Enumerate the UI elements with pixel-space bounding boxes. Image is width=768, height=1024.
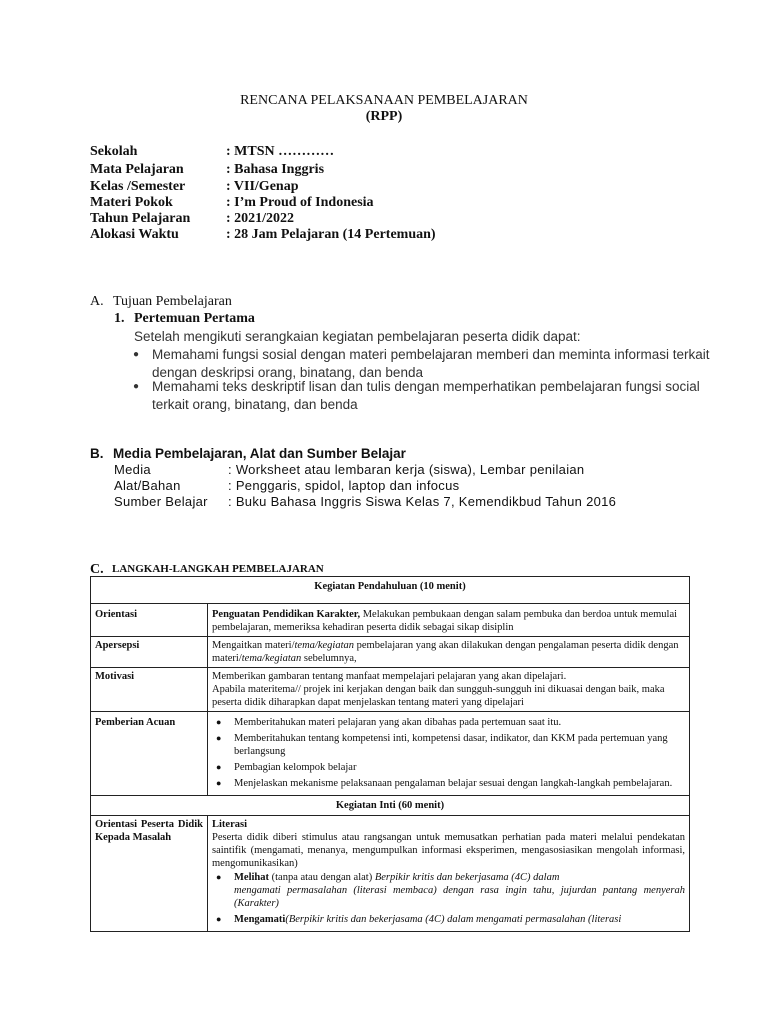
- identity-label: Alokasi Waktu: [90, 227, 179, 242]
- apersepsi-cell: [208, 637, 690, 668]
- bullet-dot-icon: ●: [216, 733, 222, 743]
- orientasi-peserta-cell: [208, 816, 690, 932]
- section-a-bullet: [133, 346, 710, 381]
- orientasi-label: Orientasi: [91, 604, 208, 637]
- acuan-item-text: Memberitahukan tentang kompetensi inti, kompetensi dasar, indikator, dan KKM pada pertemuan yang berlangsung: [234, 733, 668, 757]
- media-label: Sumber Belajar: [114, 494, 208, 509]
- bullet-dot-icon: ●: [216, 762, 222, 772]
- acuan-item-text: Pembagian kelompok belajar: [234, 762, 357, 773]
- list-item: [212, 761, 685, 774]
- identity-label: Mata Pelajaran: [90, 162, 184, 177]
- apersepsi-text: Mengaitkan materi/: [212, 640, 295, 651]
- motivasi-line: Apabila materitema// projek ini kerjakan dengan baik dan sungguh-sungguh ini dikuasai dengan baik, maka peserta didik diharapkan dapat menjelaskan tentang materi yang dipelajari: [212, 684, 665, 708]
- melihat-italic: Berpikir kritis dan bekerjasama (4C) dalam: [374, 872, 560, 883]
- list-item: [212, 732, 685, 758]
- section-b-heading: [90, 446, 406, 461]
- orientasi-cell: [208, 604, 690, 637]
- section-a-marker: A.: [90, 294, 104, 309]
- bullet-dot-icon: ●: [216, 872, 222, 882]
- section-c-marker: C.: [90, 562, 104, 577]
- table-row: [91, 604, 690, 637]
- document-subtitle: (RPP): [365, 109, 403, 124]
- mengamati-bold: Mengamati: [234, 914, 286, 925]
- media-label: Media: [114, 462, 151, 477]
- section-a-bullet: [133, 378, 700, 413]
- acuan-list: [212, 716, 685, 790]
- melihat-plain: (tanpa atau dengan alat): [269, 872, 375, 883]
- list-item: [212, 716, 685, 729]
- document-title: RENCANA PELAKSANAAN PEMBELAJARAN: [240, 93, 528, 108]
- subheading-marker: 1.: [114, 311, 125, 326]
- table-row: [91, 637, 690, 668]
- media-value: : Buku Bahasa Inggris Siswa Kelas 7, Kemendikbud Tahun 2016: [228, 494, 617, 509]
- list-item: [212, 871, 685, 910]
- list-item: [212, 913, 685, 926]
- bullet-dot-icon: ●: [133, 349, 140, 360]
- bullet-dot-icon: ●: [216, 778, 222, 788]
- subheading-title: Pertemuan Pertama: [134, 311, 255, 326]
- apersepsi-text: pembelajaran yang akan dilakukan dengan pengalaman peserta didik dengan materi/: [212, 640, 679, 664]
- orientasi-bold: Penguatan Pendidikan Karakter,: [212, 609, 361, 620]
- media-label: Alat/Bahan: [114, 478, 181, 493]
- section-a-title: Tujuan Pembelajaran: [113, 294, 232, 309]
- acuan-item-text: Menjelaskan mekanisme pelaksanaan pengalaman belajar sesuai dengan langkah-langkah pembelajaran.: [234, 778, 673, 789]
- bullet-line: terkait orang, binatang, dan benda: [152, 396, 358, 412]
- table-row: [91, 796, 690, 816]
- identity-value: : 2021/2022: [226, 211, 295, 226]
- pemberian-acuan-label: Pemberian Acuan: [91, 712, 208, 796]
- literasi-text: Peserta didik diberi stimulus atau rangsangan untuk memusatkan perhatian pada materi melalui pendekatan saintifik (mengamati, menanya, mengumpulkan informasi eksperimen, mengasosiasikan mengolah informasi, mengomunikasikan): [212, 832, 685, 869]
- table-row: [91, 668, 690, 712]
- media-value: : Penggaris, spidol, laptop dan infocus: [228, 478, 460, 493]
- table-row: [91, 577, 690, 604]
- bullet-line: dengan deskripsi orang, binatang, dan benda: [152, 364, 423, 380]
- apersepsi-italic: tema/kegiatan: [241, 653, 302, 664]
- apersepsi-label: Apersepsi: [91, 637, 208, 668]
- steps-table: [90, 576, 690, 932]
- identity-label: Materi Pokok: [90, 195, 173, 210]
- section-a-subheading: [114, 311, 255, 327]
- bullet-line: Memahami teks deskriptif lisan dan tulis dengan memperhatikan pembelajaran fungsi social: [152, 379, 700, 394]
- section-b-marker: B.: [90, 446, 104, 461]
- inti-header: Kegiatan Inti (60 menit): [91, 796, 690, 816]
- identity-value: : VII/Genap: [226, 179, 299, 194]
- table-row: [91, 712, 690, 796]
- bullet-line: Memahami fungsi sosial dengan materi pembelajaran memberi dan meminta informasi terkait: [152, 347, 710, 362]
- section-b-title: Media Pembelajaran, Alat dan Sumber Belajar: [113, 446, 406, 461]
- melihat-italic-line: mengamati permasalahan (literasi membaca) dengan rasa ingin tahu, jujurdan pantang menyerah (Karakter): [234, 885, 685, 909]
- acuan-item-text: Memberitahukan materi pelajaran yang akan dibahas pada pertemuan saat itu.: [234, 717, 562, 728]
- bullet-dot-icon: ●: [216, 717, 222, 727]
- pemberian-acuan-cell: [208, 712, 690, 796]
- literasi-label: Literasi: [212, 819, 247, 830]
- motivasi-line: Memberikan gambaran tentang manfaat mempelajari pelajaran yang akan dipelajari.: [212, 671, 567, 682]
- mengamati-italic: (Berpikir kritis dan bekerjasama (4C) dalam mengamati permasalahan (literasi: [285, 914, 622, 925]
- pendahuluan-header: Kegiatan Pendahuluan (10 menit): [91, 577, 690, 604]
- melihat-bold: Melihat: [234, 872, 269, 883]
- identity-label: Kelas /Semester: [90, 179, 186, 194]
- bullet-dot-icon: ●: [133, 381, 140, 392]
- motivasi-cell: [208, 668, 690, 712]
- identity-value: : I’m Proud of Indonesia: [226, 195, 374, 210]
- bullet-dot-icon: ●: [216, 914, 222, 924]
- inti-list: [212, 871, 685, 926]
- media-value: : Worksheet atau lembaran kerja (siswa), Lembar penilaian: [228, 462, 585, 477]
- identity-label: Tahun Pelajaran: [90, 211, 191, 226]
- identity-label: Sekolah: [90, 144, 138, 159]
- motivasi-label: Motivasi: [91, 668, 208, 712]
- table-row: [91, 816, 690, 932]
- orientasi-peserta-label: Orientasi Peserta Didik Kepada Masalah: [91, 816, 208, 932]
- orientasi-text: Melakukan pembukaan dengan salam pembuka dan berdoa untuk memulai pembelajaran, memeriksa kehadiran peserta didik sebagai sikap disiplin: [212, 609, 678, 633]
- section-c-title: LANGKAH-LANGKAH PEMBELAJARAN: [112, 563, 324, 575]
- identity-value: : 28 Jam Pelajaran (14 Pertemuan): [226, 227, 436, 242]
- identity-value: : MTSN …………: [226, 144, 335, 159]
- apersepsi-italic: tema/kegiatan: [294, 640, 354, 651]
- section-a-intro: Setelah mengikuti serangkaian kegiatan pembelajaran peserta didik dapat:: [134, 329, 581, 344]
- list-item: [212, 777, 685, 790]
- identity-value: : Bahasa Inggris: [226, 162, 325, 177]
- apersepsi-text: sebelumnya,: [301, 653, 357, 664]
- section-a-heading: [90, 294, 232, 310]
